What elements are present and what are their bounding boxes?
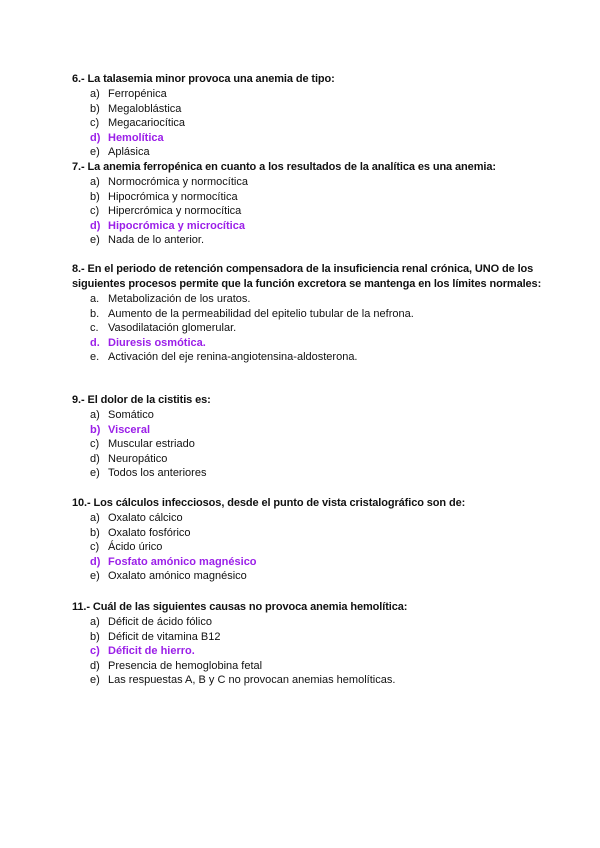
options-list — [72, 87, 542, 160]
option-d-correct: d) Fosfato amónico magnésico — [90, 555, 257, 568]
option-b: b) Megaloblástica — [90, 102, 182, 115]
question-title: 9.- El dolor de la cistitis es: — [72, 394, 211, 406]
question-title: 10.- Los cálculos infecciosos, desde el punto de vista cristalográfico son de: — [72, 497, 466, 509]
question-title: 6.- La talasemia minor provoca una anemia de tipo: — [72, 73, 335, 85]
option-b: b) Oxalato fosfórico — [90, 526, 191, 539]
option-d-correct: d. Diuresis osmótica. — [90, 336, 206, 349]
option-e: e) Todos los anteriores — [90, 467, 207, 480]
option-a: a) Normocrómica y normocítica — [90, 176, 248, 188]
question-title: 11.- Cuál de las siguientes causas no provoca anemia hemolítica: — [72, 601, 408, 613]
option-c: c) Hipercrómica y normocítica — [90, 205, 242, 218]
question-title: 7.- La anemia ferropénica en cuanto a los resultados de la analítica es una anemia: — [72, 161, 496, 173]
option-d-correct: d) Hemolítica — [90, 131, 164, 144]
option-a: a) Somático — [90, 409, 154, 421]
option-a: a. Metabolización de los uratos. — [90, 293, 251, 305]
option-d-correct: d) Hipocrómica y microcítica — [90, 219, 245, 232]
option-a: a) Oxalato cálcico — [90, 512, 183, 524]
option-e: e) Oxalato amónico magnésico — [90, 570, 247, 583]
option-c: c) Muscular estriado — [90, 438, 195, 451]
option-d: d) Neuropático — [90, 452, 168, 465]
option-c: c) Megacariocítica — [90, 117, 186, 130]
options-list — [72, 175, 542, 248]
option-b: b) Déficit de vitamina B12 — [90, 630, 221, 643]
option-a: a) Déficit de ácido fólico — [90, 616, 212, 628]
option-c: c. Vasodilatación glomerular. — [90, 322, 237, 335]
options-list — [72, 615, 542, 688]
option-e: e) Las respuestas A, B y C no provocan anemias hemolíticas. — [90, 674, 396, 687]
question-title: 8.- En el periodo de retención compensadora de la insuficiencia renal crónica, UNO de los siguientes procesos permite que la función excretora se mantenga en los límites normales: — [72, 263, 542, 290]
question-11 — [72, 600, 542, 688]
question-10 — [72, 496, 542, 584]
option-a: a) Ferropénica — [90, 88, 167, 100]
option-e: e) Aplásica — [90, 146, 150, 159]
options-list — [72, 408, 542, 481]
option-b-correct: b) Visceral — [90, 423, 151, 436]
option-b: b) Hipocrómica y normocítica — [90, 190, 238, 203]
question-9 — [72, 393, 542, 481]
option-c: c) Ácido úrico — [90, 541, 163, 554]
options-list — [72, 292, 542, 365]
option-c-correct: c) Déficit de hierro. — [90, 645, 195, 658]
options-list — [72, 511, 542, 584]
option-e: e. Activación del eje renina-angiotensina-aldosterona. — [90, 351, 358, 364]
option-d: d) Presencia de hemoglobina fetal — [90, 659, 263, 672]
option-e: e) Nada de lo anterior. — [90, 234, 205, 247]
question-6 — [72, 72, 542, 160]
option-b: b. Aumento de la permeabilidad del epitelio tubular de la nefrona. — [90, 307, 414, 320]
question-8 — [72, 262, 542, 365]
question-7 — [72, 160, 542, 248]
